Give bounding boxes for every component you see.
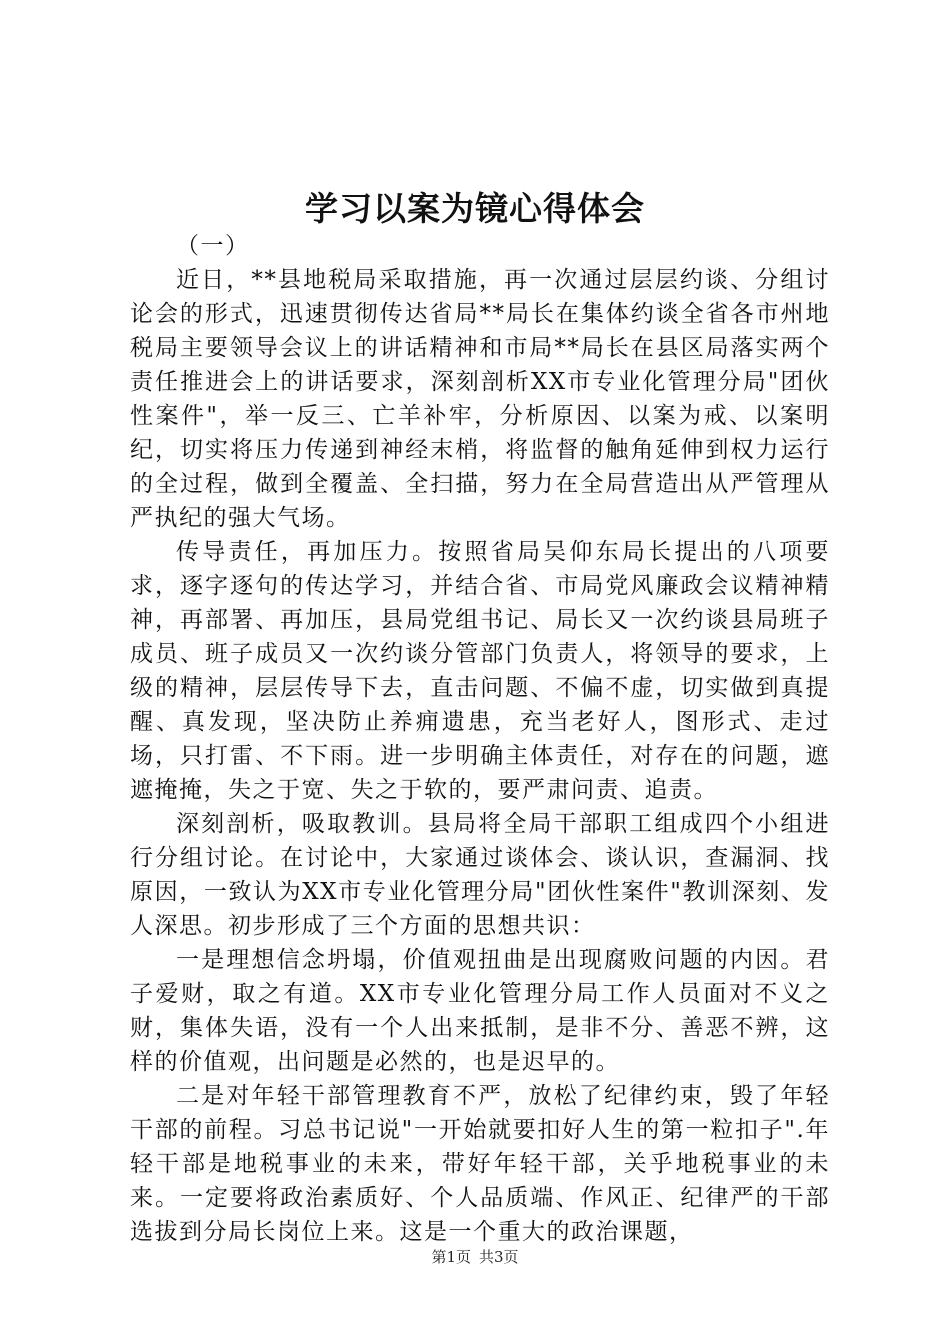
section-marker: （一） [176,233,250,259]
page-total: 共3页 [479,1248,519,1266]
page-footer [0,1246,950,1268]
document-body [130,229,830,1249]
body-paragraph: 近日，**县地税局采取措施，再一次通过层层约谈、分组讨论会的形式，迅速贯彻传达省局**局长在集体约谈全省各市州地税局主要领导会议上的讲话精神和市局**局长在县区局落实两个责任推进会上的讲话要求，深刻剖析XX市专业化管理分局"团伙性案件"，举一反三、亡羊补牢，分析原因、以案为戒、以案明纪，切实将压力传递到神经末梢，将监督的触角延伸到权力运行的全过程，做到全覆盖、全扫描，努力在全局营造出从严管理从严执纪的强大气场。 [130,267,830,531]
page-number: 第1页 [431,1248,471,1266]
body-paragraph: 二是对年轻干部管理教育不严，放松了纪律约束，毁了年轻干部的前程。习总书记说"一开始就要扣好人生的第一粒扣子".年轻干部是地税事业的未来，带好年轻干部，关乎地税事业的未来。一定要将政治素质好、个人品质端、作风正、纪律严的干部选拔到分局长岗位上来。这是一个重大的政治课题， [130,1083,830,1245]
document-title: 学习以案为镜心得体会 [305,189,645,228]
body-paragraph: 一是理想信念坍塌，价值观扭曲是出现腐败问题的内因。君子爱财，取之有道。XX市专业化管理分局工作人员面对不义之财，集体失语，没有一个人出来抵制，是非不分、善恶不辨，这样的价值观，出问题是必然的，也是迟早的。 [130,947,830,1075]
body-paragraph: 深刻剖析，吸取教训。县局将全局干部职工组成四个小组进行分组讨论。在讨论中，大家通过谈体会、谈认识，查漏洞、找原因，一致认为XX市专业化管理分局"团伙性案件"教训深刻、发人深思。初步形成了三个方面的思想共识： [130,811,830,939]
body-paragraph: 传导责任，再加压力。按照省局吴仰东局长提出的八项要求，逐字逐句的传达学习，并结合省、市局党风廉政会议精神精神，再部署、再加压，县局党组书记、局长又一次约谈县局班子成员、班子成员又一次约谈分管部门负责人，将领导的要求，上级的精神，层层传导下去，直击问题、不偏不虚，切实做到真提醒、真发现，坚决防止养痈遗患，充当老好人，图形式、走过场，只打雷、不下雨。进一步明确主体责任，对存在的问题，遮遮掩掩，失之于宽、失之于软的，要严肃问责、追责。 [130,539,830,803]
